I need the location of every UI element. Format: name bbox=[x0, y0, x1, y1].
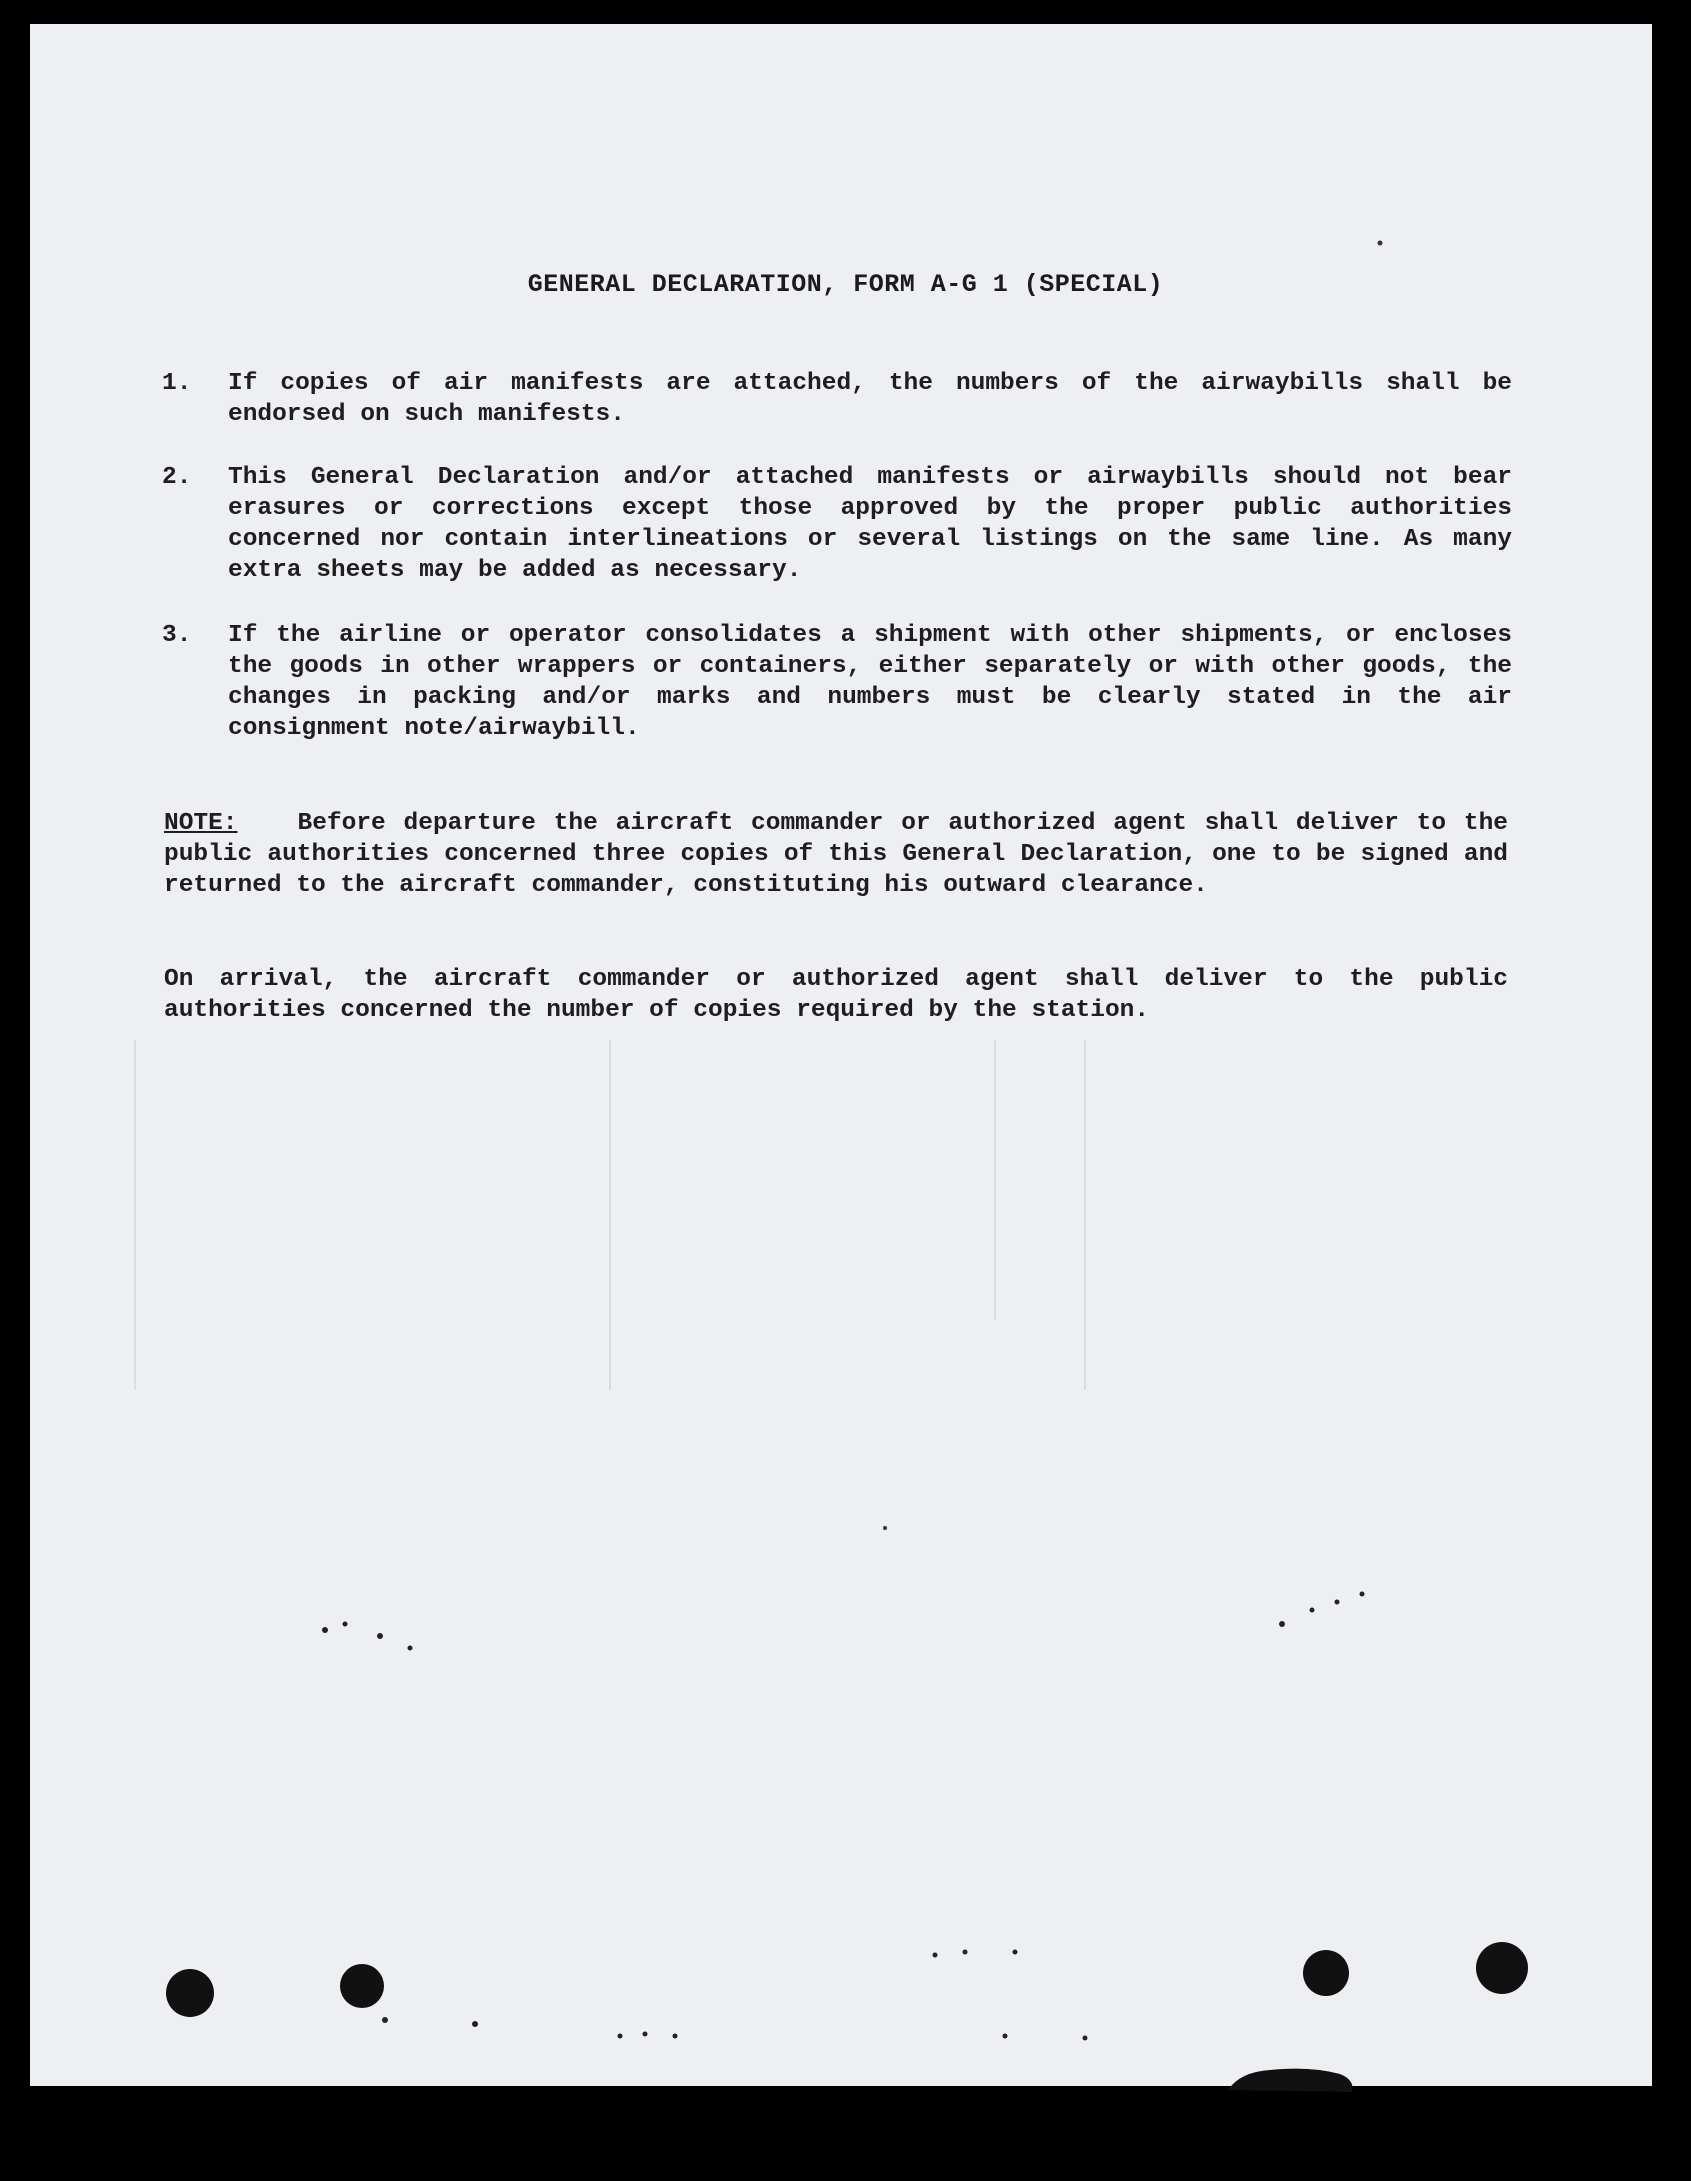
punch-hole-mark bbox=[340, 1964, 384, 2008]
item-text: This General Declaration and/or attached manifests or airwaybills should not bear erasures or corrections except those approved by the proper public authorities concerned nor contain interlineations or several listings on the same line. As many extra sheets may be added as necessary. bbox=[228, 464, 1512, 584]
punch-hole-mark bbox=[166, 1969, 214, 2017]
note-text: Before departure the aircraft commander or authorized agent shall deliver to the public authorities concerned three copies of this General Declaration, one to be signed and returned to the aircraft commander, constituting his outward clearance. bbox=[164, 810, 1508, 899]
document-title: GENERAL DECLARATION, FORM A-G 1 (SPECIAL) bbox=[527, 270, 1164, 299]
punch-hole-mark bbox=[1303, 1950, 1349, 1996]
edge-blot bbox=[1228, 2069, 1353, 2092]
punch-hole-mark bbox=[1476, 1942, 1528, 1994]
arrival-paragraph: On arrival, the aircraft commander or authorized agent shall deliver to the public authorities concerned the number of copies required by the station. bbox=[164, 966, 1508, 1024]
item-text: If the airline or operator consolidates a shipment with other shipments, or encloses the goods in other wrappers or containers, either separately or with other goods, the changes in packing and/or marks and numbers must be clearly stated in the air consignment note/airwaybill. bbox=[228, 622, 1512, 742]
item-text: If copies of air manifests are attached, the numbers of the airwaybills shall be endorsed on such manifests. bbox=[228, 370, 1512, 428]
item-number: 3. bbox=[162, 622, 192, 649]
item-number: 1. bbox=[162, 370, 192, 397]
item-number: 2. bbox=[162, 464, 192, 491]
note-label: NOTE: bbox=[164, 810, 238, 837]
